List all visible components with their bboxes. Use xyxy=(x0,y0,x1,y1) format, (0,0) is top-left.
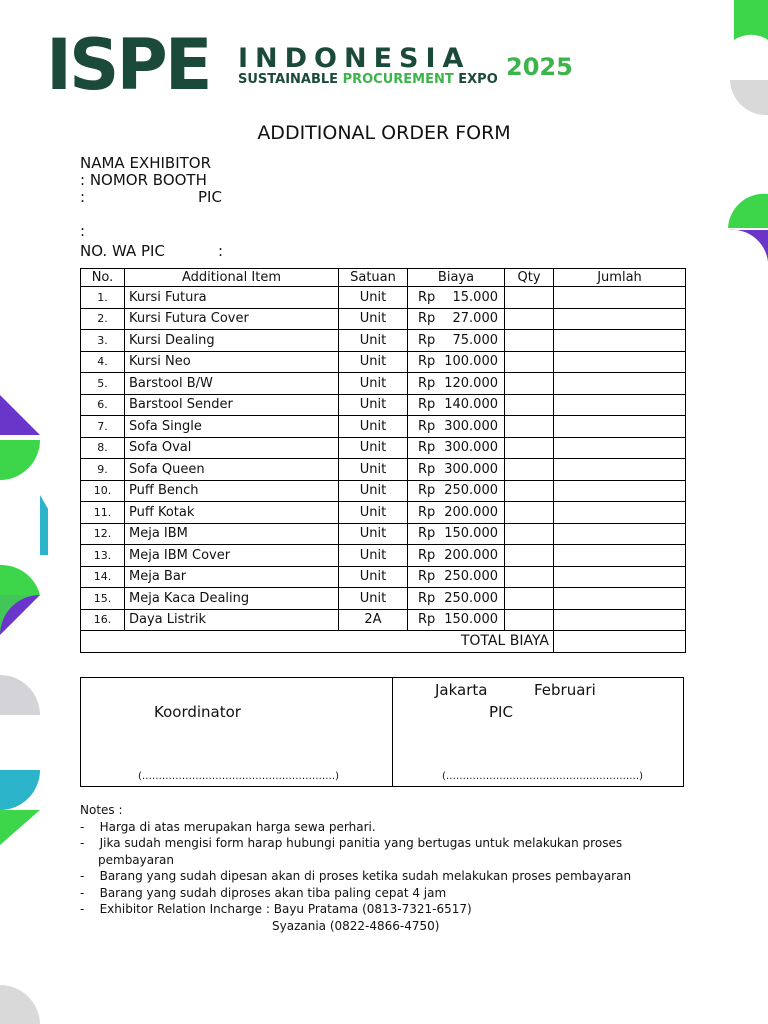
table-row xyxy=(81,588,686,610)
row-price-amount: 27.000 xyxy=(452,311,498,327)
row-price-currency: Rp xyxy=(418,612,436,628)
row-price-currency: Rp xyxy=(418,311,436,327)
row-number: 15. xyxy=(81,588,125,610)
row-price-currency: Rp xyxy=(418,504,436,520)
row-jumlah-cell[interactable] xyxy=(554,437,686,459)
note-continuation: pembayaran xyxy=(98,852,175,867)
row-jumlah-cell[interactable] xyxy=(554,480,686,502)
row-price-amount: 140.000 xyxy=(444,397,498,413)
row-price-currency: Rp xyxy=(418,440,436,456)
row-price xyxy=(408,545,505,567)
row-number: 16. xyxy=(81,609,125,631)
row-price xyxy=(408,609,505,631)
note-text: Barang yang sudah diproses akan tiba paling cepat 4 jam xyxy=(99,885,447,900)
note-item: - Jika sudah mengisi form harap hubungi panitia yang bertugas untuk melakukan proses xyxy=(80,836,623,850)
row-price-currency: Rp xyxy=(418,569,436,585)
row-price-amount: 150.000 xyxy=(444,612,498,628)
note-text: Barang yang sudah dipesan akan di proses ketika sudah melakukan proses pembayaran xyxy=(99,869,632,883)
table-row xyxy=(81,330,686,352)
row-price-amount: 200.000 xyxy=(444,504,498,520)
row-price-currency: Rp xyxy=(418,375,436,391)
table-row xyxy=(81,437,686,459)
row-price xyxy=(408,287,505,309)
signature-box xyxy=(80,677,684,787)
table-row xyxy=(81,566,686,588)
note-text: Exhibitor Relation Incharge : Bayu Pratama (0813-7321-6517) xyxy=(99,902,472,916)
row-price-amount: 100.000 xyxy=(444,354,498,370)
row-qty-cell[interactable] xyxy=(505,523,554,545)
row-number: 2. xyxy=(81,308,125,330)
logo-subtitle-accent: PROCUREMENT xyxy=(342,72,454,87)
row-price-currency: Rp xyxy=(418,590,436,606)
total-row xyxy=(81,631,686,653)
row-number: 14. xyxy=(81,566,125,588)
row-qty-cell[interactable] xyxy=(505,459,554,481)
row-item: Daya Listrik xyxy=(125,609,339,631)
row-price-currency: Rp xyxy=(418,332,436,348)
koordinator-signature-line[interactable]: (………………………………………………….) xyxy=(138,771,339,782)
row-number: 11. xyxy=(81,502,125,524)
row-jumlah-cell[interactable] xyxy=(554,308,686,330)
row-number: 3. xyxy=(81,330,125,352)
note-item: - Exhibitor Relation Incharge : Bayu Pratama (0813-7321-6517) xyxy=(80,902,472,916)
table-row xyxy=(81,459,686,481)
row-price-currency: Rp xyxy=(418,461,436,477)
table-row xyxy=(81,502,686,524)
row-jumlah-cell[interactable] xyxy=(554,373,686,395)
row-unit: Unit xyxy=(339,394,408,416)
city-label: Jakarta xyxy=(435,681,488,699)
row-qty-cell[interactable] xyxy=(505,480,554,502)
row-number: 13. xyxy=(81,545,125,567)
row-qty-cell[interactable] xyxy=(505,373,554,395)
notes-heading: Notes : xyxy=(80,803,123,817)
row-price xyxy=(408,480,505,502)
row-item: Barstool B/W xyxy=(125,373,339,395)
row-unit: Unit xyxy=(339,416,408,438)
row-price-amount: 300.000 xyxy=(444,440,498,456)
logo-subtitle-part2: EXPO xyxy=(453,72,498,87)
table-row xyxy=(81,308,686,330)
row-unit: Unit xyxy=(339,545,408,567)
row-qty-cell[interactable] xyxy=(505,330,554,352)
order-table xyxy=(80,268,686,653)
row-qty-cell[interactable] xyxy=(505,308,554,330)
row-number: 5. xyxy=(81,373,125,395)
row-unit: Unit xyxy=(339,373,408,395)
row-qty-cell[interactable] xyxy=(505,588,554,610)
field-pic-colon: : xyxy=(80,188,86,206)
row-item: Puff Bench xyxy=(125,480,339,502)
logo-mark: ISPE xyxy=(46,24,210,106)
note-text: Harga di atas merupakan harga sewa perhari. xyxy=(99,819,376,834)
header-jumlah: Jumlah xyxy=(554,269,686,287)
row-item: Puff Kotak xyxy=(125,502,339,524)
row-price-amount: 15.000 xyxy=(452,289,498,305)
row-item: Sofa Queen xyxy=(125,459,339,481)
field-wa-pic-colon: : xyxy=(218,242,224,260)
row-price-currency: Rp xyxy=(418,289,436,305)
row-price-currency: Rp xyxy=(418,354,436,370)
row-unit: Unit xyxy=(339,308,408,330)
row-item: Sofa Oval xyxy=(125,437,339,459)
header-biaya: Biaya xyxy=(408,269,505,287)
row-unit: Unit xyxy=(339,588,408,610)
row-price xyxy=(408,523,505,545)
note-item: - Harga di atas merupakan harga sewa perhari. xyxy=(80,819,376,834)
row-price-currency: Rp xyxy=(418,526,436,542)
field-pic: PIC xyxy=(198,188,222,206)
field-nama-exhibitor: NAMA EXHIBITOR xyxy=(80,154,212,172)
row-number: 7. xyxy=(81,416,125,438)
row-price-amount: 250.000 xyxy=(444,483,498,499)
row-price xyxy=(408,308,505,330)
row-price xyxy=(408,437,505,459)
row-jumlah-cell[interactable] xyxy=(554,287,686,309)
row-price xyxy=(408,588,505,610)
row-item: Kursi Futura Cover xyxy=(125,308,339,330)
row-jumlah-cell[interactable] xyxy=(554,416,686,438)
table-row xyxy=(81,416,686,438)
row-price-amount: 75.000 xyxy=(452,332,498,348)
table-row xyxy=(81,373,686,395)
row-qty-cell[interactable] xyxy=(505,502,554,524)
row-price-amount: 120.000 xyxy=(444,375,498,391)
row-item: Kursi Dealing xyxy=(125,330,339,352)
row-qty-cell[interactable] xyxy=(505,545,554,567)
row-item: Meja Kaca Dealing xyxy=(125,588,339,610)
table-row xyxy=(81,394,686,416)
row-unit: Unit xyxy=(339,287,408,309)
row-qty-cell[interactable] xyxy=(505,416,554,438)
row-jumlah-cell[interactable] xyxy=(554,502,686,524)
row-item: Meja IBM xyxy=(125,523,339,545)
row-unit: Unit xyxy=(339,566,408,588)
row-price-amount: 300.000 xyxy=(444,461,498,477)
row-jumlah-cell[interactable] xyxy=(554,609,686,631)
table-row xyxy=(81,480,686,502)
logo-title: INDONESIA xyxy=(238,43,471,74)
row-unit: Unit xyxy=(339,459,408,481)
row-price xyxy=(408,351,505,373)
row-number: 6. xyxy=(81,394,125,416)
row-price xyxy=(408,459,505,481)
form-title: ADDITIONAL ORDER FORM xyxy=(257,122,511,144)
field-colon: : xyxy=(80,222,86,240)
total-value-cell[interactable] xyxy=(554,631,686,653)
header-item: Additional Item xyxy=(125,269,339,287)
row-item: Kursi Futura xyxy=(125,287,339,309)
row-number: 12. xyxy=(81,523,125,545)
row-jumlah-cell[interactable] xyxy=(554,351,686,373)
row-jumlah-cell[interactable] xyxy=(554,394,686,416)
table-row xyxy=(81,523,686,545)
row-item: Meja Bar xyxy=(125,566,339,588)
row-unit: Unit xyxy=(339,502,408,524)
total-label: TOTAL BIAYA xyxy=(81,631,554,653)
pic-signature-line[interactable]: (………………………………………………….) xyxy=(442,771,643,782)
row-unit: Unit xyxy=(339,437,408,459)
row-price-amount: 200.000 xyxy=(444,547,498,563)
logo-subtitle xyxy=(238,72,498,87)
row-qty-cell[interactable] xyxy=(505,437,554,459)
row-jumlah-cell[interactable] xyxy=(554,566,686,588)
row-jumlah-cell[interactable] xyxy=(554,330,686,352)
row-unit: Unit xyxy=(339,480,408,502)
row-price xyxy=(408,330,505,352)
field-wa-pic: NO. WA PIC xyxy=(80,242,165,260)
row-number: 4. xyxy=(81,351,125,373)
header-qty: Qty xyxy=(505,269,554,287)
table-row xyxy=(81,351,686,373)
row-jumlah-cell[interactable] xyxy=(554,523,686,545)
row-price-amount: 300.000 xyxy=(444,418,498,434)
row-item: Sofa Single xyxy=(125,416,339,438)
note-item: - Barang yang sudah dipesan akan di proses ketika sudah melakukan proses pembayaran xyxy=(80,869,632,883)
row-qty-cell[interactable] xyxy=(505,566,554,588)
row-number: 1. xyxy=(81,287,125,309)
pic-label: PIC xyxy=(489,703,513,721)
row-item: Kursi Neo xyxy=(125,351,339,373)
row-qty-cell[interactable] xyxy=(505,609,554,631)
note-text: Jika sudah mengisi form harap hubungi panitia yang bertugas untuk melakukan proses xyxy=(99,836,623,850)
row-price xyxy=(408,373,505,395)
row-price-currency: Rp xyxy=(418,397,436,413)
row-price-amount: 150.000 xyxy=(444,526,498,542)
row-price-currency: Rp xyxy=(418,483,436,499)
row-number: 8. xyxy=(81,437,125,459)
row-number: 9. xyxy=(81,459,125,481)
row-qty-cell[interactable] xyxy=(505,394,554,416)
row-jumlah-cell[interactable] xyxy=(554,588,686,610)
row-qty-cell[interactable] xyxy=(505,351,554,373)
row-item: Meja IBM Cover xyxy=(125,545,339,567)
row-item: Barstool Sender xyxy=(125,394,339,416)
header-no: No. xyxy=(81,269,125,287)
logo-year: 2025 xyxy=(506,53,573,81)
row-qty-cell[interactable] xyxy=(505,287,554,309)
table-row xyxy=(81,545,686,567)
row-unit: Unit xyxy=(339,330,408,352)
row-price-currency: Rp xyxy=(418,418,436,434)
month-label: Februari xyxy=(534,681,596,699)
table-row xyxy=(81,287,686,309)
field-nomor-booth: : NOMOR BOOTH xyxy=(80,171,207,189)
signature-divider xyxy=(392,678,393,786)
row-price xyxy=(408,566,505,588)
row-unit: Unit xyxy=(339,351,408,373)
row-unit: Unit xyxy=(339,523,408,545)
table-row xyxy=(81,609,686,631)
row-price xyxy=(408,502,505,524)
notes-section xyxy=(80,802,631,934)
row-price-currency: Rp xyxy=(418,547,436,563)
header-satuan: Satuan xyxy=(339,269,408,287)
row-unit: 2A xyxy=(339,609,408,631)
decorative-shapes-left xyxy=(0,395,48,1024)
row-price xyxy=(408,394,505,416)
row-jumlah-cell[interactable] xyxy=(554,545,686,567)
note-item: - Barang yang sudah diproses akan tiba paling cepat 4 jam xyxy=(80,885,447,900)
logo-subtitle-part1: SUSTAINABLE xyxy=(238,72,343,87)
table-header-row xyxy=(81,269,686,287)
row-price-amount: 250.000 xyxy=(444,569,498,585)
row-number: 10. xyxy=(81,480,125,502)
koordinator-label: Koordinator xyxy=(154,703,241,721)
row-jumlah-cell[interactable] xyxy=(554,459,686,481)
row-price xyxy=(408,416,505,438)
row-price-amount: 250.000 xyxy=(444,590,498,606)
note-contact-2: Syazania (0822-4866-4750) xyxy=(272,918,440,933)
